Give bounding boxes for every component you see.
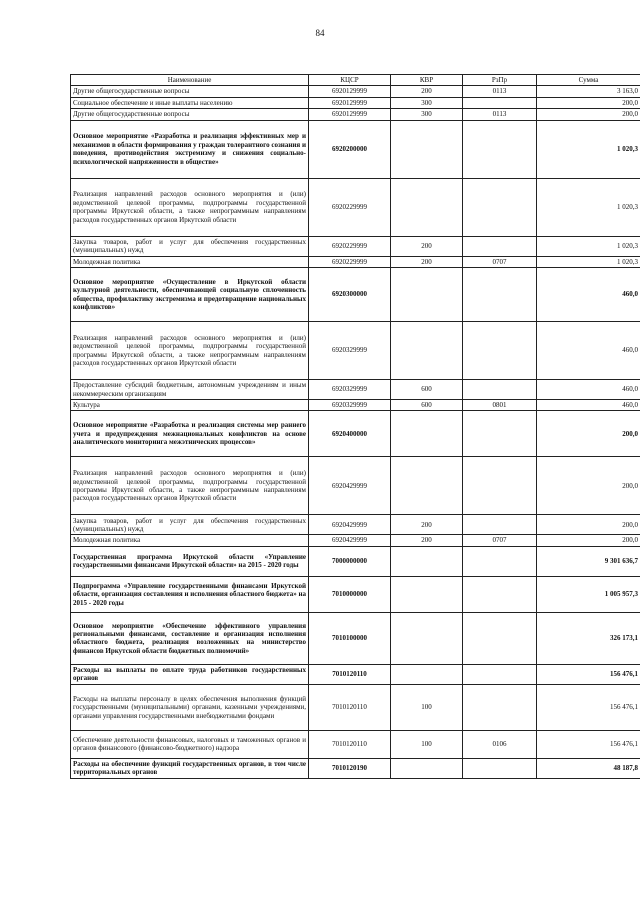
table-row bbox=[71, 758, 640, 778]
cell-rzpr: 0113 bbox=[463, 86, 537, 97]
cell-kcsr: 7010120110 bbox=[309, 730, 391, 758]
cell-rzpr: 0106 bbox=[463, 730, 537, 758]
cell-name: Основное мероприятие «Осуществление в Иркутской области культурной деятельности, обеспечивающей социальную сплоченность общества, профилактику экстремизма и предотвращение национальных конфликтов» bbox=[71, 268, 309, 322]
cell-kcsr: 6920200000 bbox=[309, 120, 391, 178]
page-number: 84 bbox=[315, 28, 325, 38]
cell-kvr: 300 bbox=[391, 109, 463, 120]
cell-sum: 460,0 bbox=[537, 380, 640, 400]
table-row bbox=[71, 97, 640, 108]
cell-rzpr bbox=[463, 576, 537, 612]
cell-kcsr: 7010120190 bbox=[309, 758, 391, 778]
table-row bbox=[71, 535, 640, 546]
header-sum: Сумма bbox=[537, 75, 640, 86]
cell-kvr: 600 bbox=[391, 380, 463, 400]
cell-sum: 3 163,0 bbox=[537, 86, 640, 97]
cell-kvr bbox=[391, 178, 463, 236]
cell-sum: 1 020,3 bbox=[537, 236, 640, 256]
table-row bbox=[71, 109, 640, 120]
cell-rzpr bbox=[463, 411, 537, 457]
cell-rzpr bbox=[463, 664, 537, 684]
cell-name: Молодежная политика bbox=[71, 535, 309, 546]
cell-kvr: 200 bbox=[391, 535, 463, 546]
cell-name: Закупка товаров, работ и услуг для обеспечения государственных (муниципальных) нужд bbox=[71, 236, 309, 256]
cell-sum: 1 020,3 bbox=[537, 178, 640, 236]
cell-kcsr: 6920129999 bbox=[309, 97, 391, 108]
cell-rzpr: 0801 bbox=[463, 400, 537, 411]
table-row bbox=[71, 322, 640, 380]
table-row bbox=[71, 684, 640, 730]
cell-kcsr: 6920329999 bbox=[309, 400, 391, 411]
cell-kcsr: 6920400000 bbox=[309, 411, 391, 457]
cell-kvr: 200 bbox=[391, 236, 463, 256]
cell-name: Обеспечение деятельности финансовых, налоговых и таможенных органов и органов финансового (финансово-бюджетного) надзора bbox=[71, 730, 309, 758]
table-row bbox=[71, 515, 640, 535]
cell-kcsr: 7010000000 bbox=[309, 576, 391, 612]
cell-kcsr: 6920129999 bbox=[309, 109, 391, 120]
cell-rzpr: 0113 bbox=[463, 109, 537, 120]
cell-kvr: 200 bbox=[391, 86, 463, 97]
cell-name: Предоставление субсидий бюджетным, автономным учреждениям и иным некоммерческим организациям bbox=[71, 380, 309, 400]
cell-kvr: 100 bbox=[391, 684, 463, 730]
cell-kcsr: 6920300000 bbox=[309, 268, 391, 322]
cell-sum: 1 020,3 bbox=[537, 256, 640, 267]
cell-rzpr bbox=[463, 322, 537, 380]
cell-rzpr bbox=[463, 758, 537, 778]
table-row bbox=[71, 380, 640, 400]
cell-kcsr: 6920329999 bbox=[309, 380, 391, 400]
header-name: Наименование bbox=[71, 75, 309, 86]
cell-kvr: 300 bbox=[391, 97, 463, 108]
cell-kvr bbox=[391, 612, 463, 664]
cell-rzpr bbox=[463, 178, 537, 236]
cell-kvr bbox=[391, 758, 463, 778]
cell-sum: 200,0 bbox=[537, 515, 640, 535]
cell-sum: 200,0 bbox=[537, 411, 640, 457]
cell-rzpr bbox=[463, 97, 537, 108]
cell-rzpr bbox=[463, 515, 537, 535]
cell-kvr bbox=[391, 576, 463, 612]
cell-name: Реализация направлений расходов основного мероприятия и (или) ведомственной целевой программы, подпрограммы государственной программы Иркутской области, а также непрограммным направлениям расходов государственных органов Иркутской области bbox=[71, 457, 309, 515]
cell-kcsr: 7010120110 bbox=[309, 684, 391, 730]
cell-sum: 48 187,8 bbox=[537, 758, 640, 778]
cell-name: Основное мероприятие «Разработка и реализация системы мер раннего учета и предупреждения межнациональных конфликтов на основе аналитического мониторинга межэтнических процессов» bbox=[71, 411, 309, 457]
cell-kvr bbox=[391, 268, 463, 322]
cell-kvr bbox=[391, 322, 463, 380]
cell-sum: 200,0 bbox=[537, 97, 640, 108]
table-row bbox=[71, 457, 640, 515]
cell-kvr: 600 bbox=[391, 400, 463, 411]
cell-rzpr bbox=[463, 236, 537, 256]
cell-kcsr: 7010100000 bbox=[309, 612, 391, 664]
table-row bbox=[71, 256, 640, 267]
cell-name: Молодежная политика bbox=[71, 256, 309, 267]
table-row bbox=[71, 268, 640, 322]
table-row bbox=[71, 664, 640, 684]
cell-sum: 9 301 636,7 bbox=[537, 546, 640, 576]
cell-kvr bbox=[391, 546, 463, 576]
table-row bbox=[71, 411, 640, 457]
cell-rzpr: 0707 bbox=[463, 256, 537, 267]
cell-kcsr: 6920129999 bbox=[309, 86, 391, 97]
cell-name: Расходы на выплаты по оплате труда работников государственных органов bbox=[71, 664, 309, 684]
cell-name: Другие общегосударственные вопросы bbox=[71, 86, 309, 97]
cell-kcsr: 6920429999 bbox=[309, 515, 391, 535]
table-row bbox=[71, 730, 640, 758]
cell-rzpr bbox=[463, 546, 537, 576]
cell-sum: 460,0 bbox=[537, 322, 640, 380]
cell-name: Расходы на выплаты персоналу в целях обеспечения выполнения функций государственными (муниципальными) органами, казенными учреждениями, органами управления государственными внебюджетными фондами bbox=[71, 684, 309, 730]
table-row bbox=[71, 400, 640, 411]
cell-kcsr: 6920229999 bbox=[309, 178, 391, 236]
cell-sum: 200,0 bbox=[537, 535, 640, 546]
cell-name: Государственная программа Иркутской области «Управление государственными финансами Иркутской области» на 2015 - 2020 годы bbox=[71, 546, 309, 576]
cell-kcsr: 6920229999 bbox=[309, 256, 391, 267]
cell-rzpr bbox=[463, 457, 537, 515]
cell-sum: 460,0 bbox=[537, 400, 640, 411]
header-kcsr: КЦСР bbox=[309, 75, 391, 86]
header-rzpr: РзПр bbox=[463, 75, 537, 86]
table-row bbox=[71, 86, 640, 97]
cell-name: Реализация направлений расходов основного мероприятия и (или) ведомственной целевой программы, подпрограммы государственной программы Иркутской области, а также непрограммным направлениям расходов государственных органов Иркутской области bbox=[71, 322, 309, 380]
cell-kcsr: 7000000000 bbox=[309, 546, 391, 576]
cell-sum: 1 020,3 bbox=[537, 120, 640, 178]
cell-name: Основное мероприятие «Разработка и реализация эффективных мер и механизмов в области формирования у граждан толерантного сознания и поведения, противодействия экстремизму и снижения социально-психологической напряженности в обществе» bbox=[71, 120, 309, 178]
cell-kvr: 100 bbox=[391, 730, 463, 758]
cell-rzpr bbox=[463, 684, 537, 730]
cell-name: Реализация направлений расходов основного мероприятия и (или) ведомственной целевой программы, подпрограммы государственной программы Иркутской области, а также непрограммным направлениям расходов государственных органов Иркутской области bbox=[71, 178, 309, 236]
cell-rzpr bbox=[463, 612, 537, 664]
cell-kvr bbox=[391, 411, 463, 457]
cell-sum: 156 476,1 bbox=[537, 664, 640, 684]
cell-kcsr: 6920429999 bbox=[309, 457, 391, 515]
cell-rzpr bbox=[463, 268, 537, 322]
table-row bbox=[71, 120, 640, 178]
cell-kvr bbox=[391, 120, 463, 178]
header-kvr: КВР bbox=[391, 75, 463, 86]
cell-name: Культура bbox=[71, 400, 309, 411]
cell-sum: 1 005 957,3 bbox=[537, 576, 640, 612]
cell-name: Расходы на обеспечение функций государственных органов, в том числе территориальных органов bbox=[71, 758, 309, 778]
cell-sum: 200,0 bbox=[537, 109, 640, 120]
cell-name: Другие общегосударственные вопросы bbox=[71, 109, 309, 120]
cell-sum: 156 476,1 bbox=[537, 684, 640, 730]
budget-table bbox=[70, 74, 640, 779]
cell-kvr: 200 bbox=[391, 515, 463, 535]
cell-sum: 326 173,1 bbox=[537, 612, 640, 664]
cell-name: Подпрограмма «Управление государственными финансами Иркутской области, организация составления и исполнения областного бюджета» на 2015 - 2020 годы bbox=[71, 576, 309, 612]
cell-sum: 156 476,1 bbox=[537, 730, 640, 758]
cell-name: Закупка товаров, работ и услуг для обеспечения государственных (муниципальных) нужд bbox=[71, 515, 309, 535]
cell-kvr bbox=[391, 457, 463, 515]
cell-rzpr bbox=[463, 380, 537, 400]
cell-rzpr bbox=[463, 120, 537, 178]
table-row bbox=[71, 576, 640, 612]
cell-kvr: 200 bbox=[391, 256, 463, 267]
table-row bbox=[71, 546, 640, 576]
cell-kcsr: 7010120110 bbox=[309, 664, 391, 684]
cell-rzpr: 0707 bbox=[463, 535, 537, 546]
cell-sum: 200,0 bbox=[537, 457, 640, 515]
cell-kcsr: 6920229999 bbox=[309, 236, 391, 256]
table-row bbox=[71, 612, 640, 664]
cell-kvr bbox=[391, 664, 463, 684]
cell-kcsr: 6920429999 bbox=[309, 535, 391, 546]
cell-kcsr: 6920329999 bbox=[309, 322, 391, 380]
cell-name: Основное мероприятие «Обеспечение эффективного управления региональными финансами, составление и организация исполнения областного бюджета, реализация возложенных на министерство финансов Иркутской области бюджетных полномочий» bbox=[71, 612, 309, 664]
table-header-row bbox=[71, 75, 640, 86]
table-row bbox=[71, 236, 640, 256]
cell-sum: 460,0 bbox=[537, 268, 640, 322]
table-row bbox=[71, 178, 640, 236]
cell-name: Социальное обеспечение и иные выплаты населению bbox=[71, 97, 309, 108]
